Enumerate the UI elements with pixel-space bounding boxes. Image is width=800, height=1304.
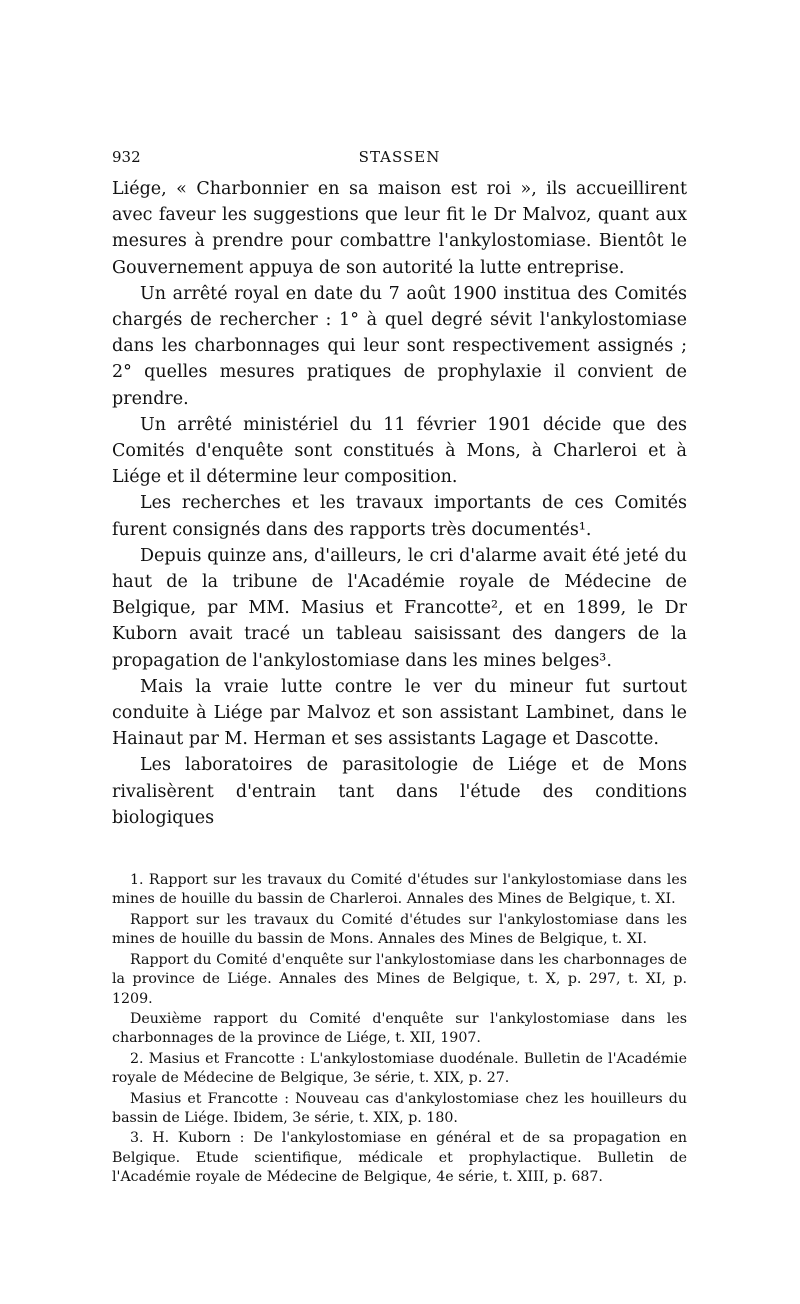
footnote: 2. Masius et Francotte : L'ankylostomiase duodénale. Bulletin de l'Académie royale de Médecine de Belgique, 3e série, t. XIX, p. 27. [112,1050,687,1087]
paragraph: Les recherches et les travaux importants de ces Comités furent consignés dans des rapports très documentés¹. [112,493,687,540]
running-head: STASSEN [358,148,441,166]
paragraph: Un arrêté royal en date du 7 août 1900 institua des Comités chargés de rechercher : 1° à quel degré sévit l'ankylostomiase dans les charbonnages qui leur sont respectivement assignés ; 2° quelles mesures pratiques de prophylaxie il convient de prendre. [112,283,687,409]
paragraph: Un arrêté ministériel du 11 février 1901 décide que des Comités d'enquête sont constitués à Mons, à Charleroi et à Liége et il détermine leur composition. [112,414,687,488]
footnote: Deuxième rapport du Comité d'enquête sur l'ankylostomiase dans les charbonnages de la province de Liége, t. XII, 1907. [112,1010,687,1047]
footnote: Rapport du Comité d'enquête sur l'ankylostomiase dans les charbonnages de la province de Liége. Annales des Mines de Belgique, t. X, p. 297, t. XI, p. 1209. [112,951,687,1007]
paragraph: Les laboratoires de parasitologie de Liége et de Mons rivalisèrent d'entrain tant dans l'étude des conditions biologiques [112,755,687,828]
paragraph: Depuis quinze ans, d'ailleurs, le cri d'alarme avait été jeté du haut de la tribune de l'Académie royale de Médecine de Belgique, par MM. Masius et Francotte², et en 1899, le Dr Kuborn avait tracé un tableau saisissant des dangers de la propagation de l'ankylostomiase dans les mines belges³. [112,545,687,671]
paragraph: Liége, « Charbonnier en sa maison est roi », ils accueillirent avec faveur les suggestions que leur fit le Dr Malvoz, quant aux mesures à prendre pour combattre l'ankylostomiase. Bientôt le Gouvernement appuya de son autorité la lutte entreprise. [112,179,687,278]
footnote: Masius et Francotte : Nouveau cas d'ankylostomiase chez les houilleurs du bassin de Liége. Ibidem, 3e série, t. XIX, p. 180. [112,1090,687,1126]
body-text [112,176,687,831]
paragraph: Mais la vraie lutte contre le ver du mineur fut surtout conduite à Liége par Malvoz et son assistant Lambinet, dans le Hainaut par M. Herman et ses assistants Lagage et Dascotte. [112,676,687,750]
footnote: 3. H. Kuborn : De l'ankylostomiase en général et de sa propagation en Belgique. Etude scientifique, médicale et prophylactique. Bulletin de l'Académie royale de Médecine de Belgique, 4e série, t. XIII, p. 687. [112,1130,687,1186]
page-number: 932 [112,148,141,166]
book-page [112,148,687,1189]
footnotes [112,871,687,1188]
footnote: 1. Rapport sur les travaux du Comité d'études sur l'ankylostomiase dans les mines de houille du bassin de Charleroi. Annales des Mines de Belgique, t. XI. [112,872,687,908]
page-header [112,148,687,176]
footnote: Rapport sur les travaux du Comité d'études sur l'ankylostomiase dans les mines de houille du bassin de Mons. Annales des Mines de Belgique, t. XI. [112,911,687,948]
